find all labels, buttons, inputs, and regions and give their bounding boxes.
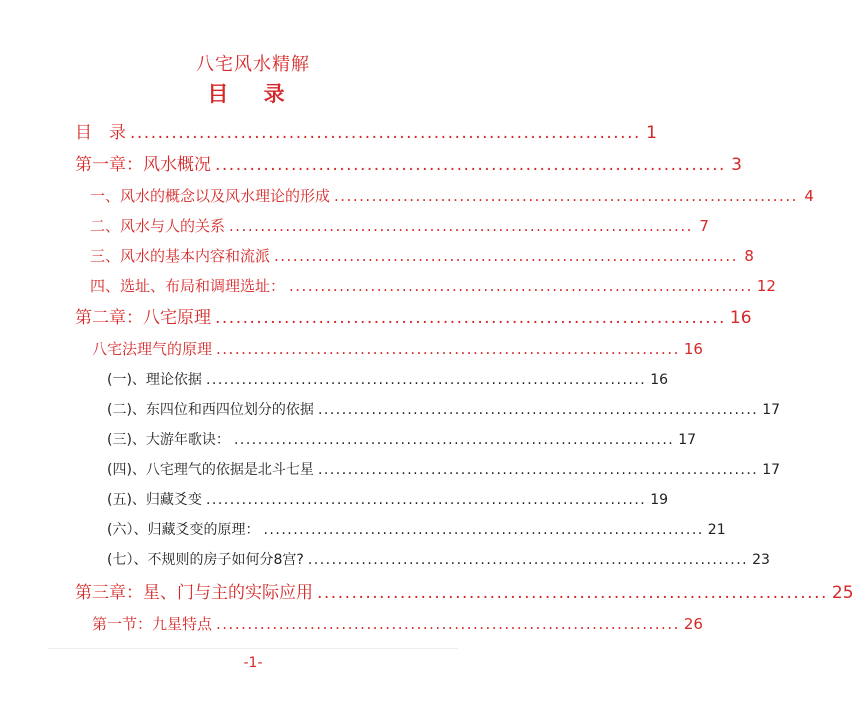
toc-page-number: 12 xyxy=(756,277,776,295)
toc-entry-text: 第一章：风水概况 xyxy=(75,155,211,175)
toc-entry-text: (六）、归藏爻变的原理： xyxy=(107,522,260,538)
dot-leader: .......................................................................... xyxy=(229,217,693,235)
toc-entry-2-1-7[interactable] xyxy=(107,545,770,575)
toc-entry-text: 目 录 xyxy=(75,123,126,143)
toc-page-number: 4 xyxy=(804,187,814,205)
dot-leader: .......................................................................... xyxy=(263,522,704,538)
dot-leader: .......................................................................... xyxy=(205,492,647,508)
toc-entry-text: (五)、归藏爻变 xyxy=(107,492,202,508)
toc-entry-text: 四、选址、布局和调理选址： xyxy=(90,277,286,295)
toc-entry-text: (七）、不规则的房子如何分8宫? xyxy=(107,552,304,568)
toc-entry-2-1-3[interactable] xyxy=(107,425,697,455)
dot-leader: .......................................................................... xyxy=(289,277,753,295)
toc-entry-2-1[interactable] xyxy=(92,334,703,364)
toc-entry-text: (四)、八宅理气的依据是北斗七星 xyxy=(107,462,314,478)
dot-leader: .......................................................................... xyxy=(307,552,749,568)
footer-divider xyxy=(48,648,458,649)
toc-entry-1-2[interactable] xyxy=(90,211,709,241)
toc-entry-chapter-1[interactable] xyxy=(75,150,742,180)
dot-leader: .......................................................................... xyxy=(274,247,738,265)
toc-entry-text: 第一节：九星特点 xyxy=(92,615,213,633)
dot-leader: .......................................................................... xyxy=(216,340,680,358)
toc-entry-1-3[interactable] xyxy=(90,241,754,271)
toc-entry-text: 第三章：星、门与主的实际应用 xyxy=(75,583,313,603)
dot-leader: .......................................................................... xyxy=(215,308,726,328)
toc-entry-text: 八宅法理气的原理 xyxy=(92,340,213,358)
toc-entry-text: 一、风水的概念以及风水理论的形成 xyxy=(90,187,331,205)
toc-page-number: 19 xyxy=(650,492,669,508)
toc-page-number: 3 xyxy=(731,155,742,175)
dot-leader: .......................................................................... xyxy=(216,615,680,633)
toc-entry-2-1-1[interactable] xyxy=(107,365,669,395)
toc-entry-text: (三)、大游年歌诀： xyxy=(107,432,230,448)
dot-leader: .......................................................................... xyxy=(317,583,828,603)
toc-entry-3-1[interactable] xyxy=(92,609,703,639)
toc-entry-chapter-3[interactable] xyxy=(75,578,854,608)
toc-entry-text: (一)、理论依据 xyxy=(107,372,202,388)
toc-entry-text: (二)、东四位和西四位划分的依据 xyxy=(107,402,314,418)
dot-leader: .......................................................................... xyxy=(334,187,798,205)
toc-entry-2-1-2[interactable] xyxy=(107,395,781,425)
page-number-footer: -1- xyxy=(243,655,263,671)
dot-leader: .......................................................................... xyxy=(317,402,759,418)
dot-leader: .......................................................................... xyxy=(215,155,726,175)
toc-heading: 目 录 xyxy=(207,82,299,106)
dot-leader: .......................................................................... xyxy=(130,123,641,143)
toc-page-number: 16 xyxy=(683,340,703,358)
toc-entry-1-1[interactable] xyxy=(90,181,814,211)
toc-page-number: 16 xyxy=(650,372,669,388)
toc-page-number: 17 xyxy=(762,462,781,478)
toc-page-number: 16 xyxy=(729,308,752,328)
toc-entry-chapter-2[interactable] xyxy=(75,303,752,333)
toc-entry-contents[interactable] xyxy=(75,118,657,148)
book-title: 八宅风水精解 xyxy=(196,54,310,75)
dot-leader: .......................................................................... xyxy=(233,432,675,448)
toc-page-number: 1 xyxy=(646,123,657,143)
toc-page-number: 17 xyxy=(678,432,697,448)
toc-entry-2-1-4[interactable] xyxy=(107,455,781,485)
toc-page-number: 23 xyxy=(752,552,770,568)
dot-leader: .......................................................................... xyxy=(317,462,759,478)
toc-page-number: 8 xyxy=(744,247,754,265)
toc-page-number: 7 xyxy=(699,217,709,235)
toc-entry-text: 二、风水与人的关系 xyxy=(90,217,226,235)
toc-page-number: 26 xyxy=(683,615,703,633)
toc-page-number: 21 xyxy=(707,522,726,538)
toc-entry-2-1-6[interactable] xyxy=(107,515,726,545)
dot-leader: .......................................................................... xyxy=(205,372,647,388)
toc-page-number: 17 xyxy=(762,402,781,418)
toc-entry-text: 第二章：八宅原理 xyxy=(75,308,211,328)
toc-entry-text: 三、风水的基本内容和流派 xyxy=(90,247,271,265)
toc-entry-2-1-5[interactable] xyxy=(107,485,669,515)
toc-entry-1-4[interactable] xyxy=(90,271,776,301)
toc-page-number: 25 xyxy=(831,583,854,603)
